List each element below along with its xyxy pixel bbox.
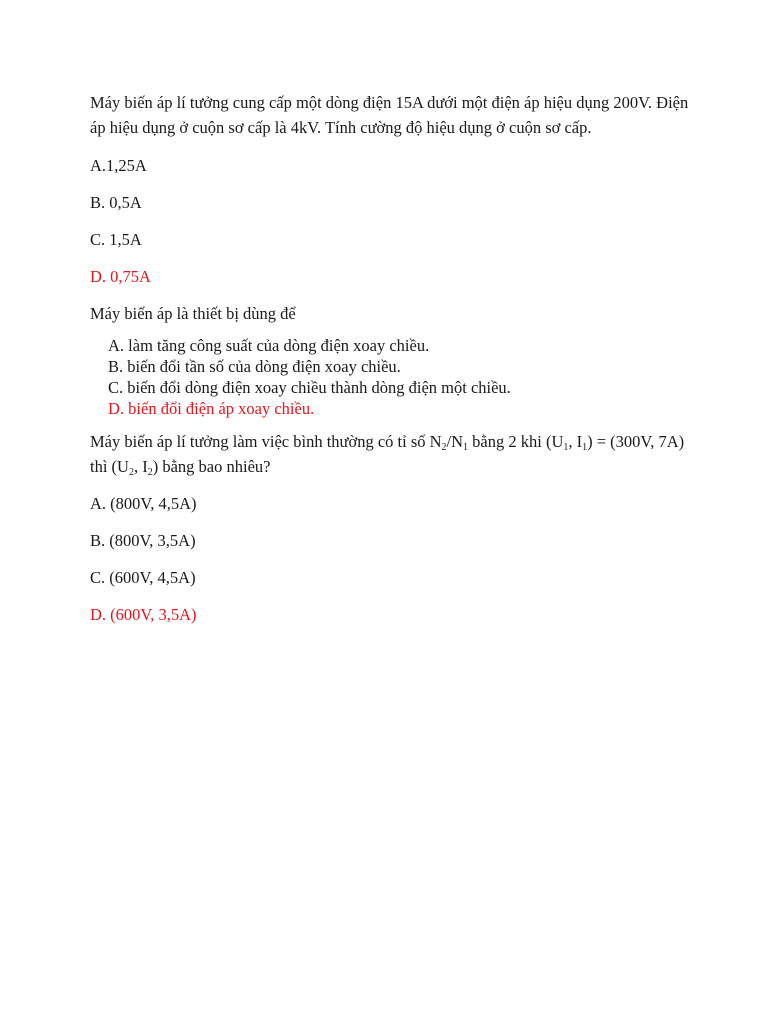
question-3-option-d-correct: D. (600V, 3,5A) [90,605,197,624]
question-3-option-b: B. (800V, 3,5A) [90,531,196,550]
q3-stem-text-1: Máy biến áp lí tưởng làm việc bình thường có tỉ số N [90,432,442,451]
question-3-stem [90,429,690,479]
q3-stem-text-3: bằng 2 khi (U [468,432,564,451]
q3-subscript-u1: 1 [563,442,569,453]
question-2-stem: Máy biến áp là thiết bị dùng để [90,304,296,323]
q3-stem-text-2: /N [446,432,464,451]
question-2-option-a: A. làm tăng công suất của dòng điện xoay chiều. [108,336,430,355]
q3-stem-text-4: , I [568,432,583,451]
question-2-option-b: B. biến đổi tần số của dòng điện xoay chiều. [108,357,401,376]
question-2-options [90,335,690,419]
q3-stem-text-7: ) bằng bao nhiêu? [152,457,271,476]
question-2-option-c: C. biến đổi dòng điện xoay chiều thành dòng điện một chiều. [108,378,511,397]
q3-subscript-n2: 2 [441,442,447,453]
question-2-option-d-correct: D. biến đổi điện áp xoay chiều. [108,399,315,418]
q3-subscript-i2: 2 [147,467,153,478]
q3-stem-text-6: , I [133,457,148,476]
question-1-option-b: B. 0,5A [90,193,142,212]
q3-stem-text-5: ) = (300V, 7A) thì (U [90,432,685,476]
question-3-option-c: C. (600V, 4,5A) [90,568,196,587]
question-1-option-c: C. 1,5A [90,230,142,249]
question-1-stem: Máy biến áp lí tưởng cung cấp một dòng điện 15A dưới một điện áp hiệu dụng 200V. Điện áp hiệu dụng ở cuộn sơ cấp là 4kV. Tính cường độ hiệu dụng ở cuộn sơ cấp. [90,93,689,137]
document-page [90,90,690,639]
q3-subscript-n1: 1 [463,442,469,453]
q3-subscript-i1: 1 [582,442,588,453]
q3-subscript-u2: 2 [128,467,134,478]
question-1-option-d-correct: D. 0,75A [90,267,151,286]
question-1-option-a: A.1,25A [90,156,147,175]
question-3-option-a: A. (800V, 4,5A) [90,494,197,513]
